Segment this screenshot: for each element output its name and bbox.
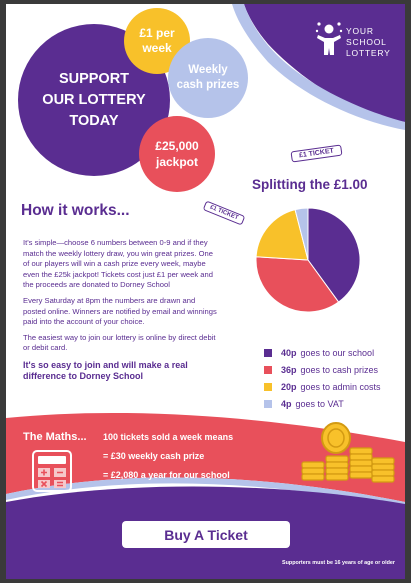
legend-item [264,382,381,392]
legend-label: goes to VAT [295,399,344,409]
ticket-label: £1 TICKET [298,147,335,160]
split-pie-chart [255,207,361,313]
how-tagline: It's so easy to join and will make a real difference to Dorney School [23,359,188,382]
legend-swatch [264,349,272,357]
jackpot-circle [139,116,215,192]
legend-swatch [264,400,272,408]
brand-line: YOUR [346,26,374,36]
legend-amount: 4p [281,399,292,409]
hero-heading-line: TODAY [69,112,119,129]
how-paragraph: The easiest way to join our lottery is online by direct debit or debit card. [23,332,216,353]
legend-swatch [264,366,272,374]
ticket-icon [290,145,342,163]
brand-line: LOTTERY [346,48,391,58]
legend-amount: 36p [281,365,297,375]
legend-swatch [264,383,272,391]
legend-label: goes to our school [300,348,375,358]
coins-icon [298,418,398,484]
brand-name [346,26,391,59]
how-paragraph: It's simple—choose 6 numbers between 0-9 and if they match the weekly lottery draw, you win great prizes. One of our players will win a cash prize every week, maybe even the £25k jackpot! Tickets cost just £1 per week and the proceeds are donated to Dorney School [23,238,213,290]
split-title: Splitting the £1.00 [252,177,368,192]
legend-label: goes to cash prizes [300,365,379,375]
price-line: £1 per [139,26,175,40]
legend-item [264,348,374,358]
price-line: week [142,41,172,55]
legend-label: goes to admin costs [300,382,381,392]
how-it-works-body [23,238,219,383]
maths-line: 100 tickets sold a week means [103,432,234,442]
legend-amount: 20p [281,382,297,392]
maths-title: The Maths... [23,431,87,443]
weekly-prizes-circle [168,38,248,118]
jackpot-line: jackpot [155,155,198,169]
ticket-icon [203,200,246,225]
maths-line: = £30 weekly cash prize [103,451,205,461]
ticket-label: £1 TICKET [208,204,240,222]
age-notice: Supporters must be 16 years of age or older [282,560,395,566]
calculator-icon [32,450,72,492]
legend-item [264,399,344,409]
legend-item [264,365,378,375]
hero-heading-line: SUPPORT [58,70,130,87]
buy-ticket-label: Buy A Ticket [164,526,248,543]
jackpot-line: £25,000 [155,139,199,153]
buy-ticket-button[interactable] [122,521,290,548]
weekly-line: cash prizes [176,79,240,91]
legend-amount: 40p [281,348,297,358]
how-it-works-title: How it works... [21,202,130,219]
school-lottery-logo-icon [315,21,343,57]
hero-heading-line: OUR LOTTERY [42,91,146,108]
maths-line: = £2,080 a year for our school [103,470,230,480]
lottery-flyer [6,4,405,579]
how-paragraph: Every Saturday at 8pm the numbers are drawn and posted online. Winners are notified by email and winnings paid into the account of your choice. [23,295,217,327]
brand-line: SCHOOL [346,37,387,47]
weekly-line: Weekly [188,64,228,76]
